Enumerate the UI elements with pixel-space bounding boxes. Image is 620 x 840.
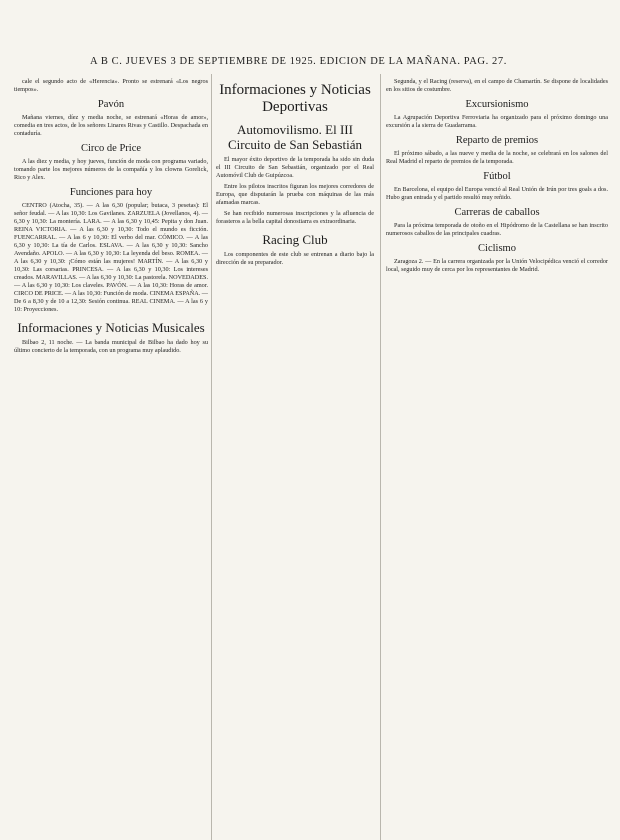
column-left <box>14 78 208 840</box>
paragraph: Los componentes de este club se entrenan a diario bajo la dirección de su preparador. <box>216 251 374 266</box>
article-heading: Automovilismo. El III Circuito de San Sebastián <box>228 122 362 152</box>
column-rule <box>211 74 212 840</box>
section-heading: Funciones para hoy <box>69 187 153 198</box>
section-heading: Informaciones y Noticias Deportivas <box>219 82 371 115</box>
section-heading: Circo de Price <box>80 143 142 154</box>
paragraph: El próximo sábado, a las nueve y media de la noche, se celebrará en los salones del Real Madrid el reparto de premios de la temporada. <box>386 150 608 165</box>
section-heading: Fútbol <box>483 171 511 182</box>
paragraph: CENTRO (Atocha, 35). — A las 6,30 (popular; butaca, 3 pesetas): El señor feudal. — A las 10,30: Los Gavilanes. ZARZUELA (Jovellanos, 4). — 6,30 y 10,30: La montería. LARA. — A las 6,30 y 10,45: Pepita y don Juan. REINA VICTORIA. — A las 6,30 y 10,30: Todo el mundo es ficción. FUENCARRAL. — A las 6 y 10,30: El verbo del mar. CÓMICO. — A las 6,30 y 10,30: La tía de Carlos. ESLAVA. — A las 6,30 y 10,30: Sancho Avendaño. APOLO. — A las 6,30 y 10,30: La leyenda del beso. ROMEA. — A las 6,30 y 10,30: ¡Cómo están las mujeres! MARTÍN. — A las 6,30 y 10,30: Las corsarias. PRINCESA. — A las 6,30 y 10,30: Los intereses creados. MARAVILLAS. — A las 6,30 y 10,30: La pastorela. NOVEDADES. — A las 6,30 y 10,30: Los claveles. PAVÓN. — A las 10,30: Horas de amor. CIRCO DE PRICE. — A las 10,30: Función de moda. CINEMA ESPAÑA. — De 6 a 8,30 y de 10 a 12,30: Sesión continua. REAL CINEMA. — A las 6 y 10: Proyecciones. <box>14 202 208 313</box>
section-heading: Excursionismo <box>465 99 529 110</box>
section-heading: Ciclismo <box>478 243 516 254</box>
paragraph: Mañana viernes, díez y media noche, se estrenará «Horas de amor», comedia en tres actos, de los señores Linares Rivas y Castillo. Despachada en contaduría. <box>14 114 208 137</box>
column-center <box>216 78 374 840</box>
paragraph: Entre los pilotos inscritos figuran los mejores corredores de Europa, que disputarán la prueba con máquinas de las más afamadas marcas. <box>216 183 374 206</box>
section-heading: Carreras de caballos <box>454 207 540 218</box>
paragraph: En Barcelona, el equipo del Europa venció al Real Unión de Irún por tres goals a dos. Hubo gran entrada y el partido resultó muy reñido. <box>386 186 608 201</box>
section-heading: Reparto de premios <box>455 135 539 146</box>
masthead: A B C. JUEVES 3 DE SEPTIEMBRE DE 1925. EDICION DE LA MAÑANA. PAG. 27. <box>90 56 507 67</box>
paragraph: A las diez y media, y hoy jueves, función de moda con programa variado, tomando parte los mejores números de la compañía y los clowns Gorelick, Rico y Alex. <box>14 158 208 181</box>
section-heading: Informaciones y Noticias Musicales <box>17 320 205 335</box>
paragraph: Segunda, y el Racing (reserva), en el campo de Chamartín. Se dispone de localidades en los sitios de costumbre. <box>386 78 608 93</box>
paragraph: El mayor éxito deportivo de la temporada ha sido sin duda el III Circuito de San Sebastián, organizado por el Real Automóvil Club de Guipúzcoa. <box>216 156 374 179</box>
paragraph: Se han recibido numerosas inscripciones y la afluencia de forasteros a la bella capital donostiarra es extraordinaria. <box>216 210 374 225</box>
paragraph: Zaragoza 2. — En la carrera organizada por la Unión Velocipédica venció el corredor local, seguido muy de cerca por los representantes de Madrid. <box>386 258 608 273</box>
column-rule <box>380 74 381 840</box>
section-heading: Pavón <box>97 99 125 110</box>
paragraph: Para la próxima temporada de otoño en el Hipódromo de la Castellana se han inscrito numerosos caballos de las principales cuadras. <box>386 222 608 237</box>
paragraph: La Agrupación Deportiva Ferroviaria ha organizado para el próximo domingo una excursión a la sierra de Guadarrama. <box>386 114 608 129</box>
article-heading: Racing Club <box>262 232 328 247</box>
column-right <box>386 78 608 840</box>
paragraph: cale el segundo acto de «Herencia». Pronto se estrenará «Los negros tiempos». <box>14 78 208 93</box>
paragraph: Bilbao 2, 11 noche. — La banda municipal de Bilbao ha dado hoy su último concierto de la temporada, con un programa muy aplaudido. <box>14 339 208 354</box>
